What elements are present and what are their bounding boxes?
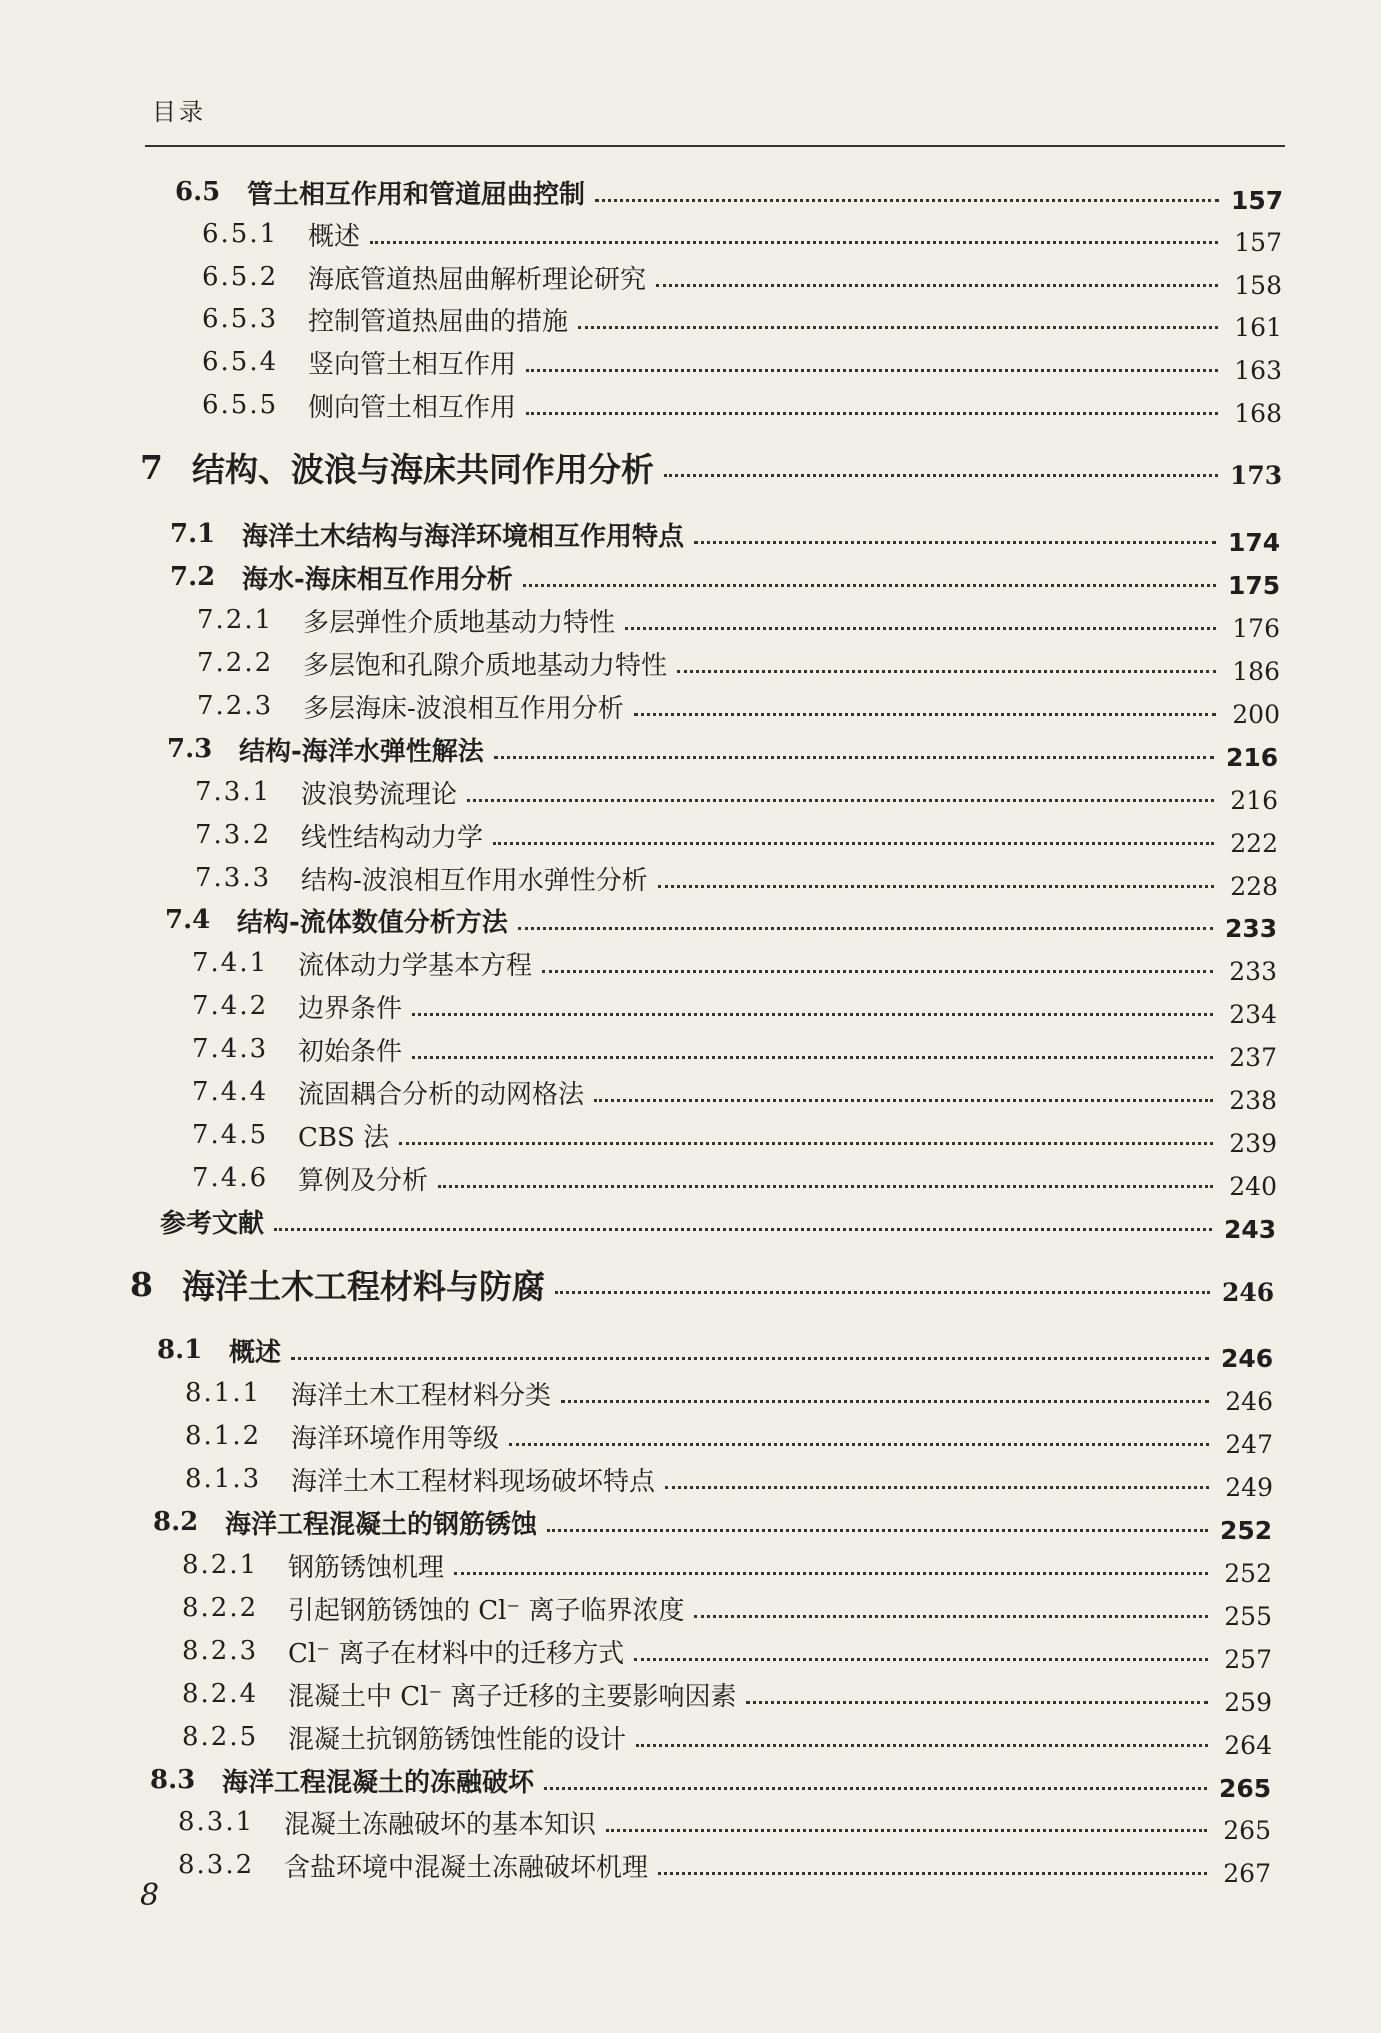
toc-number: 8.3.1 xyxy=(178,1807,255,1837)
toc-title: 混凝土冻融破坏的基本知识 xyxy=(284,1809,597,1840)
toc-number: 7.4.4 xyxy=(192,1077,269,1107)
toc-number: 7.4.2 xyxy=(192,991,269,1021)
toc-page: 240 xyxy=(1229,1171,1277,1201)
leader-dots xyxy=(636,1744,1208,1747)
toc-number: 8.2 xyxy=(153,1507,199,1537)
toc-entry-subsection[interactable] xyxy=(192,1113,1277,1157)
toc-entry-subsection[interactable] xyxy=(195,770,1278,814)
toc-title: 控制管道热屈曲的措施 xyxy=(308,306,569,337)
toc-entry-chapter[interactable] xyxy=(130,1262,1274,1306)
leader-dots xyxy=(677,670,1216,673)
toc-entry-subsection[interactable] xyxy=(178,1843,1271,1887)
leader-dots xyxy=(526,412,1218,415)
leader-dots xyxy=(399,1142,1213,1145)
toc-title: 流固耦合分析的动网格法 xyxy=(298,1079,585,1110)
toc-title: 结构、波浪与海床共同作用分析 xyxy=(192,449,654,489)
toc-title: 竖向管土相互作用 xyxy=(308,349,517,380)
leader-dots xyxy=(694,1615,1208,1618)
toc-entry-subsection[interactable] xyxy=(202,297,1282,341)
toc-entry-subsection[interactable] xyxy=(182,1586,1272,1630)
toc-page: 234 xyxy=(1229,999,1277,1029)
toc-title: 初始条件 xyxy=(298,1036,403,1067)
leader-dots xyxy=(544,1787,1207,1790)
toc-number: 6.5.1 xyxy=(202,219,279,249)
toc-entry-subsection[interactable] xyxy=(185,1457,1273,1501)
toc-number: 7.2.1 xyxy=(197,605,274,635)
toc-entry-subsection[interactable] xyxy=(178,1800,1271,1844)
toc-number: 7.1 xyxy=(170,519,216,549)
toc-page: 249 xyxy=(1225,1472,1273,1502)
toc-entry-section[interactable] xyxy=(167,727,1278,771)
leader-dots xyxy=(370,241,1218,244)
toc-title: 边界条件 xyxy=(298,993,403,1024)
toc-number: 8.2.3 xyxy=(182,1636,259,1666)
toc-entry-subsection[interactable] xyxy=(185,1371,1273,1415)
leader-dots xyxy=(658,885,1214,888)
toc-page: 257 xyxy=(1224,1644,1272,1674)
toc-entry-section[interactable] xyxy=(165,898,1277,942)
toc-page: 259 xyxy=(1224,1687,1272,1717)
toc-page: 222 xyxy=(1230,828,1278,858)
toc-title: 概述 xyxy=(229,1337,282,1368)
leader-dots xyxy=(438,1185,1213,1188)
toc-number: 7.2 xyxy=(170,562,216,592)
leader-dots xyxy=(542,970,1213,973)
toc-number: 6.5.2 xyxy=(202,262,279,292)
toc-entry-subsection[interactable] xyxy=(202,255,1282,299)
toc-number: 7.3.2 xyxy=(195,820,272,850)
toc-page: 163 xyxy=(1234,355,1282,385)
toc-page: 157 xyxy=(1231,185,1284,215)
leader-dots xyxy=(509,1443,1209,1446)
toc-number: 8.1.2 xyxy=(185,1421,262,1451)
toc-entry-section[interactable] xyxy=(175,170,1283,214)
toc-title: 管土相互作用和管道屈曲控制 xyxy=(247,179,586,210)
leader-dots xyxy=(625,627,1216,630)
toc-number: 6.5.4 xyxy=(202,347,279,377)
leader-dots xyxy=(634,713,1216,716)
toc-page: 246 xyxy=(1221,1343,1274,1373)
toc-entry-subsection[interactable] xyxy=(197,598,1280,642)
toc-entry-section[interactable] xyxy=(150,1758,1271,1802)
leader-dots xyxy=(658,1872,1207,1875)
toc-page: 264 xyxy=(1224,1730,1272,1760)
leader-dots xyxy=(518,927,1213,930)
toc-page: 228 xyxy=(1230,871,1278,901)
toc-title: 多层弹性介质地基动力特性 xyxy=(303,607,616,638)
toc-title: 引起钢筋锈蚀的 Cl⁻ 离子临界浓度 xyxy=(288,1595,685,1626)
leader-dots xyxy=(523,584,1216,587)
toc-page: 175 xyxy=(1228,570,1281,600)
toc-number: 8.1.3 xyxy=(185,1464,262,1494)
toc-page: 174 xyxy=(1228,527,1281,557)
leader-dots xyxy=(634,1658,1208,1661)
toc-page: 252 xyxy=(1224,1558,1272,1588)
toc-entry-section[interactable] xyxy=(170,512,1280,556)
toc-number: 8.2.2 xyxy=(182,1593,259,1623)
toc-title: 海洋土木结构与海洋环境相互作用特点 xyxy=(242,521,685,552)
toc-entry-subsection[interactable] xyxy=(197,641,1280,685)
toc-number: 7.3 xyxy=(167,734,213,764)
toc-title: 线性结构动力学 xyxy=(301,822,484,853)
toc-title: 参考文献 xyxy=(160,1208,265,1239)
toc-title: CBS 法 xyxy=(298,1122,390,1153)
toc-number: 7.2.2 xyxy=(197,648,274,678)
toc-number: 8.1.1 xyxy=(185,1378,262,1408)
toc-page: 247 xyxy=(1225,1429,1273,1459)
toc-title: 海洋工程混凝土的冻融破坏 xyxy=(222,1767,535,1798)
toc-number: 6.5.5 xyxy=(202,390,279,420)
toc-page: 265 xyxy=(1223,1815,1271,1845)
toc-title: Cl⁻ 离子在材料中的迁移方式 xyxy=(288,1638,625,1669)
toc-title: 结构-波浪相互作用水弹性分析 xyxy=(301,865,648,896)
leader-dots xyxy=(494,756,1214,759)
toc-entry-subsection[interactable] xyxy=(182,1543,1272,1587)
toc-title: 概述 xyxy=(308,221,361,252)
page-number: 8 xyxy=(140,1878,160,1913)
toc-entry-subsection[interactable] xyxy=(202,340,1282,384)
toc-page: 233 xyxy=(1229,956,1277,986)
toc-entry-subsection[interactable] xyxy=(195,813,1278,857)
toc-entry-subsection[interactable] xyxy=(192,941,1277,985)
toc-title: 结构-海洋水弹性解法 xyxy=(239,736,484,767)
toc-page: 246 xyxy=(1225,1386,1273,1416)
toc-page: 216 xyxy=(1226,742,1279,772)
toc-title: 海洋土木工程材料与防腐 xyxy=(182,1266,545,1306)
toc-title: 海水-海床相互作用分析 xyxy=(242,564,513,595)
leader-dots xyxy=(665,1486,1209,1489)
toc-number: 6.5 xyxy=(175,177,221,207)
toc-title: 含盐环境中混凝土冻融破坏机理 xyxy=(284,1852,649,1883)
toc-title: 结构-流体数值分析方法 xyxy=(237,907,508,938)
toc-number: 8.2.5 xyxy=(182,1722,259,1752)
toc-page: 239 xyxy=(1229,1128,1277,1158)
toc-title: 侧向管土相互作用 xyxy=(308,392,517,423)
toc-number: 7.4.3 xyxy=(192,1034,269,1064)
toc-title: 多层海床-波浪相互作用分析 xyxy=(303,693,624,724)
toc-page: 161 xyxy=(1234,312,1282,342)
toc-entry-subsection[interactable] xyxy=(192,1070,1277,1114)
toc-entry-subsection[interactable] xyxy=(192,1156,1277,1200)
toc-title: 海底管道热屈曲解析理论研究 xyxy=(308,264,647,295)
toc-title: 海洋工程混凝土的钢筋锈蚀 xyxy=(225,1509,538,1540)
leader-dots xyxy=(493,842,1214,845)
toc-entry-subsection[interactable] xyxy=(182,1715,1272,1759)
leader-dots xyxy=(526,369,1218,372)
toc-number: 8.1 xyxy=(157,1335,203,1365)
toc-number: 8.2.1 xyxy=(182,1550,259,1580)
toc-page: 200 xyxy=(1232,699,1280,729)
toc-number: 7.2.3 xyxy=(197,691,274,721)
toc-number: 8.3.2 xyxy=(178,1850,255,1880)
toc-page: 186 xyxy=(1232,656,1280,686)
toc-entry-subsection[interactable] xyxy=(197,684,1280,728)
toc-number: 8.3 xyxy=(150,1765,196,1795)
toc-page: 267 xyxy=(1223,1858,1271,1888)
toc-entry-subsection[interactable] xyxy=(192,984,1277,1028)
leader-dots xyxy=(291,1357,1209,1360)
toc-title: 混凝土抗钢筋锈蚀性能的设计 xyxy=(288,1724,627,1755)
toc-number: 7.3.1 xyxy=(195,777,272,807)
toc-page: 238 xyxy=(1229,1085,1277,1115)
toc-page: 158 xyxy=(1234,270,1282,300)
toc-entry-references[interactable] xyxy=(160,1199,1276,1243)
toc-title: 混凝土中 Cl⁻ 离子迁移的主要影响因素 xyxy=(288,1681,737,1712)
toc-page: 265 xyxy=(1219,1773,1272,1803)
leader-dots xyxy=(694,541,1216,544)
toc-number: 7.4.1 xyxy=(192,948,269,978)
toc-page: 168 xyxy=(1234,398,1282,428)
toc-number: 7.4.6 xyxy=(192,1163,269,1193)
toc-entry-section[interactable] xyxy=(170,555,1280,599)
leader-dots xyxy=(561,1400,1209,1403)
toc-entry-chapter[interactable] xyxy=(140,445,1282,489)
toc-page: 255 xyxy=(1224,1601,1272,1631)
leader-dots xyxy=(595,199,1219,202)
toc-number: 8.2.4 xyxy=(182,1679,259,1709)
toc-page: 246 xyxy=(1222,1277,1275,1307)
leader-dots xyxy=(746,1701,1208,1704)
toc-number: 8 xyxy=(130,1264,153,1304)
leader-dots xyxy=(454,1572,1208,1575)
toc-page: 252 xyxy=(1220,1515,1273,1545)
toc-page: 176 xyxy=(1232,613,1280,643)
leader-dots xyxy=(412,1013,1213,1016)
toc-title: 钢筋锈蚀机理 xyxy=(288,1552,445,1583)
toc-title: 海洋环境作用等级 xyxy=(291,1423,500,1454)
leader-dots xyxy=(274,1228,1212,1231)
toc-title: 海洋土木工程材料现场破坏特点 xyxy=(291,1466,656,1497)
toc-entry-subsection[interactable] xyxy=(192,1027,1277,1071)
toc-page: 216 xyxy=(1230,785,1278,815)
toc-title: 波浪势流理论 xyxy=(301,779,458,810)
toc-title: 流体动力学基本方程 xyxy=(298,950,533,981)
leader-dots xyxy=(467,799,1214,802)
toc-entry-subsection[interactable] xyxy=(202,383,1282,427)
toc-number: 7.4 xyxy=(165,905,211,935)
toc-number: 6.5.3 xyxy=(202,304,279,334)
leader-dots xyxy=(664,474,1218,477)
toc-title: 海洋土木工程材料分类 xyxy=(291,1380,552,1411)
leader-dots xyxy=(555,1291,1210,1294)
running-head: 目录 xyxy=(152,98,206,126)
leader-dots xyxy=(578,326,1218,329)
leader-dots xyxy=(594,1099,1213,1102)
toc-entry-subsection[interactable] xyxy=(182,1672,1272,1716)
leader-dots xyxy=(412,1056,1213,1059)
toc-entry-section[interactable] xyxy=(157,1328,1273,1372)
toc-number: 7.3.3 xyxy=(195,863,272,893)
toc-title: 多层饱和孔隙介质地基动力特性 xyxy=(303,650,668,681)
toc-entry-subsection[interactable] xyxy=(202,212,1282,256)
toc-number: 7 xyxy=(140,447,163,487)
toc-entry-subsection[interactable] xyxy=(182,1629,1272,1673)
toc-entry-subsection[interactable] xyxy=(185,1414,1273,1458)
toc-number: 7.4.5 xyxy=(192,1120,269,1150)
leader-dots xyxy=(547,1529,1208,1532)
toc-page: 233 xyxy=(1225,913,1278,943)
toc-page: 243 xyxy=(1224,1214,1277,1244)
toc-entry-subsection[interactable] xyxy=(195,856,1278,900)
toc-page: 237 xyxy=(1229,1042,1277,1072)
leader-dots xyxy=(656,284,1218,287)
toc-title: 算例及分析 xyxy=(298,1165,429,1196)
toc-page: 173 xyxy=(1230,460,1283,490)
toc-page: 157 xyxy=(1234,227,1282,257)
toc-entry-section[interactable] xyxy=(153,1500,1272,1544)
leader-dots xyxy=(606,1829,1207,1832)
